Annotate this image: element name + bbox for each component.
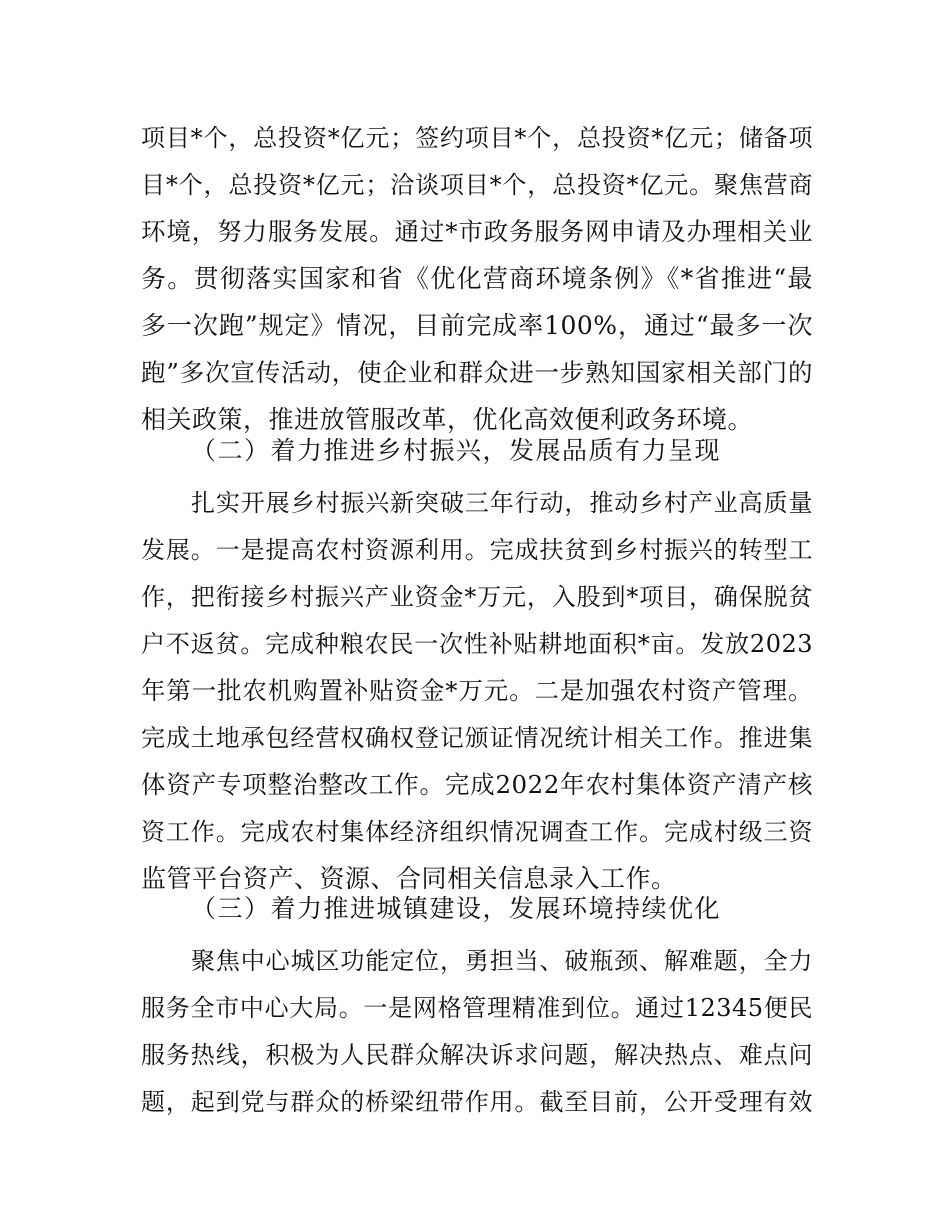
paragraph-2-line-7: 体资产专项整治整改工作。完成2022年农村集体资产清产核 xyxy=(141,770,813,799)
paragraph-2-line-2: 发展。一是提高农村资源利用。完成扶贫到乡村振兴的转型工 xyxy=(141,536,813,564)
paragraph-1-line-1: 项目*个，总投资*亿元；签约项目*个，总投资*亿元；储备项 xyxy=(141,124,813,152)
paragraph-2-line-5: 年第一批农机购置补贴资金*万元。二是加强农村资产管理。 xyxy=(141,676,813,705)
paragraph-2-line-9: 监管平台资产、资源、合同相关信息录入工作。 xyxy=(141,864,677,893)
section-heading-3: （三）着力推进城镇建设，发展环境持续优化 xyxy=(191,894,722,923)
paragraph-1-line-5: 多一次跑”规定》情况，目前完成率100%，通过“最多一次 xyxy=(141,311,813,340)
paragraph-3-line-4: 题，起到党与群众的桥梁纽带作用。截至目前，公开受理有效 xyxy=(141,1088,813,1116)
section-heading-2: （二）着力推进乡村振兴，发展品质有力呈现 xyxy=(191,436,722,465)
paragraph-1-line-4: 务。贯彻落实国家和省《优化营商环境条例》《*省推进“最 xyxy=(141,264,813,293)
paragraph-3-line-3: 服务热线，积极为人民群众解决诉求问题，解决热点、难点问 xyxy=(141,1041,813,1069)
paragraph-2-line-1: 扎实开展乡村振兴新突破三年行动，推动乡村产业高质量 xyxy=(191,489,813,517)
paragraph-3-line-2: 服务全市中心大局。一是网格管理精准到位。通过12345便民 xyxy=(141,994,813,1022)
paragraph-1-line-2: 目*个，总投资*亿元；洽谈项目*个，总投资*亿元。聚焦营商 xyxy=(141,171,813,199)
paragraph-1-line-7: 相关政策，推进放管服改革，优化高效便利政务环境。 xyxy=(141,405,754,434)
paragraph-2-line-6: 完成土地承包经营权确权登记颁证情况统计相关工作。推进集 xyxy=(141,724,813,752)
paragraph-2-line-4: 户不返贫。完成种粮农民一次性补贴耕地面积*亩。发放2023 xyxy=(141,630,813,658)
paragraph-1-line-6: 跑”多次宣传活动，使企业和群众进一步熟知国家相关部门的 xyxy=(141,358,813,387)
paragraph-1-line-3: 环境，努力服务发展。通过*市政务服务网申请及办理相关业 xyxy=(141,217,813,246)
paragraph-2-line-8: 资工作。完成农村集体经济组织情况调查工作。完成村级三资 xyxy=(141,818,813,846)
paragraph-3-line-1: 聚焦中心城区功能定位，勇担当、破瓶颈、解难题，全力 xyxy=(191,947,813,975)
paragraph-2-line-3: 作，把衔接乡村振兴产业资金*万元，入股到*项目，确保脱贫 xyxy=(141,583,813,611)
